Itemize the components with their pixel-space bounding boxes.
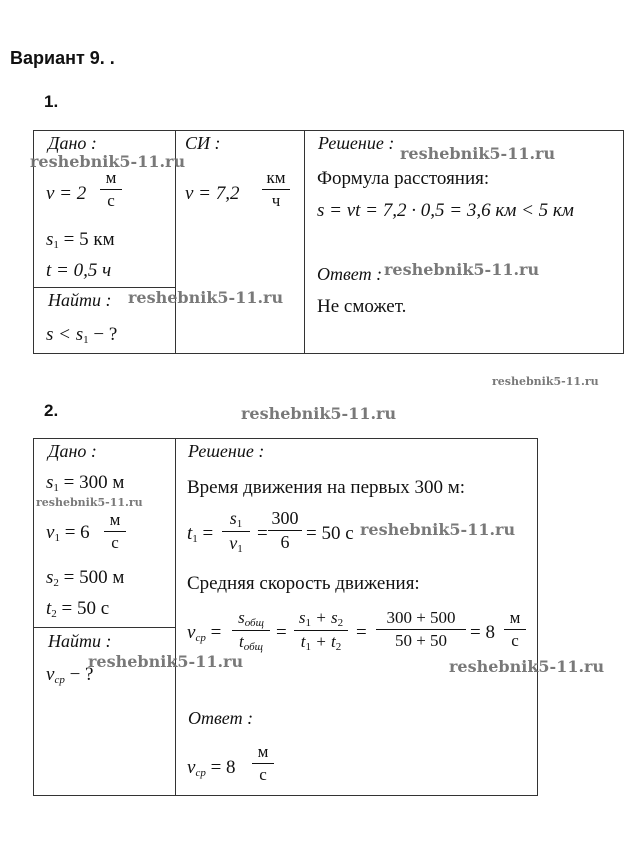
problem1-v-unit: м с bbox=[100, 168, 122, 211]
problem1-number: 1. bbox=[44, 92, 59, 111]
problem2-frac-values: 300 + 500 50 + 50 bbox=[376, 608, 466, 651]
problem2-given-label: Дано : bbox=[48, 441, 97, 461]
problem2-t1-symbol: $t_1$ = bbox=[187, 523, 214, 545]
watermark-2: reshebnik5-11.ru bbox=[400, 144, 556, 163]
problem2-solution-label: Решение : bbox=[188, 441, 265, 461]
problem2-avg-unit: м с bbox=[504, 608, 526, 651]
watermark-10: reshebnik5-11.ru bbox=[449, 657, 605, 676]
page-title: Вариант 9. . bbox=[10, 48, 115, 68]
problem2-time-text: Время движения на первых 300 м: bbox=[187, 477, 466, 498]
problem2-eq-2: = bbox=[276, 622, 287, 643]
problem2-answer-label: Ответ : bbox=[188, 708, 254, 728]
problem2-eq-1: = bbox=[257, 523, 268, 544]
problem2-v1-given: $v_1 = 6$ bbox=[46, 522, 90, 544]
problem2-avg-result: = 8 bbox=[470, 622, 495, 643]
problem1-si-unit: км ч bbox=[262, 168, 290, 211]
problem2-s1-given: $s_1 = 300$ м bbox=[46, 472, 125, 494]
problem1-find-label: Найти : bbox=[48, 290, 112, 310]
problem2-vcp-symbol: $v_{ср}$ = bbox=[187, 622, 222, 644]
problem2-frac-300-6: 300 6 bbox=[268, 508, 302, 553]
problem2-answer: $v_{ср} = 8$ bbox=[187, 757, 236, 779]
problem2-frac-sobsh-tobsh: $s_{общ}$ $t_{общ}$ bbox=[232, 608, 270, 653]
problem1-find: $s < s_1$ − ? bbox=[46, 324, 118, 346]
problem1-si-v: v = 7,2 bbox=[185, 183, 240, 204]
problem2-v1-unit: м с bbox=[104, 510, 126, 553]
problem1-si-label: СИ : bbox=[185, 133, 221, 153]
problem1-t-given: t = 0,5 ч bbox=[46, 260, 112, 281]
problem1-formula: s = vt = 7,2 · 0,5 = 3,6 км < 5 км bbox=[317, 200, 574, 221]
watermark-7: reshebnik5-11.ru bbox=[36, 496, 143, 509]
watermark-1: reshebnik5-11.ru bbox=[30, 152, 186, 171]
problem2-find: $v_{ср}$ − ? bbox=[46, 664, 94, 686]
problem2-answer-unit: м с bbox=[252, 742, 274, 785]
problem2-s2-given: $s_2 = 500$ м bbox=[46, 567, 125, 589]
problem2-frac-s1s2-t1t2: $s_1 + s_2$ $t_1 + t_2$ bbox=[294, 608, 348, 653]
problem1-s1-given: $s_1 = 5$ км bbox=[46, 229, 115, 251]
watermark-9: reshebnik5-11.ru bbox=[88, 652, 244, 671]
problem2-find-label: Найти : bbox=[48, 631, 112, 651]
problem1-given-label: Дано : bbox=[48, 133, 97, 153]
problem2-number: 2. bbox=[44, 401, 59, 420]
problem1-answer-label: Ответ : bbox=[317, 264, 383, 284]
problem2-eq-3: = bbox=[356, 622, 367, 643]
watermark-6: reshebnik5-11.ru bbox=[241, 404, 397, 423]
problem2-avg-text: Средняя скорость движения: bbox=[187, 573, 420, 594]
watermark-5: reshebnik5-11.ru bbox=[492, 375, 599, 388]
problem1-formula-text: Формула расстояния: bbox=[317, 168, 490, 189]
watermark-8: reshebnik5-11.ru bbox=[360, 520, 516, 539]
problem2-frac-s1-v1: $s_1$ $v_1$ bbox=[222, 508, 250, 555]
problem1-answer: Не сможет. bbox=[317, 296, 407, 317]
watermark-3: reshebnik5-11.ru bbox=[384, 260, 540, 279]
problem1-solution-label: Решение : bbox=[318, 133, 395, 153]
watermark-4: reshebnik5-11.ru bbox=[128, 288, 284, 307]
problem2-t2-given: $t_2 = 50$ с bbox=[46, 598, 110, 620]
problem2-t1-result: = 50 с bbox=[306, 523, 354, 544]
problem1-v-given: v = 2 bbox=[46, 183, 87, 204]
